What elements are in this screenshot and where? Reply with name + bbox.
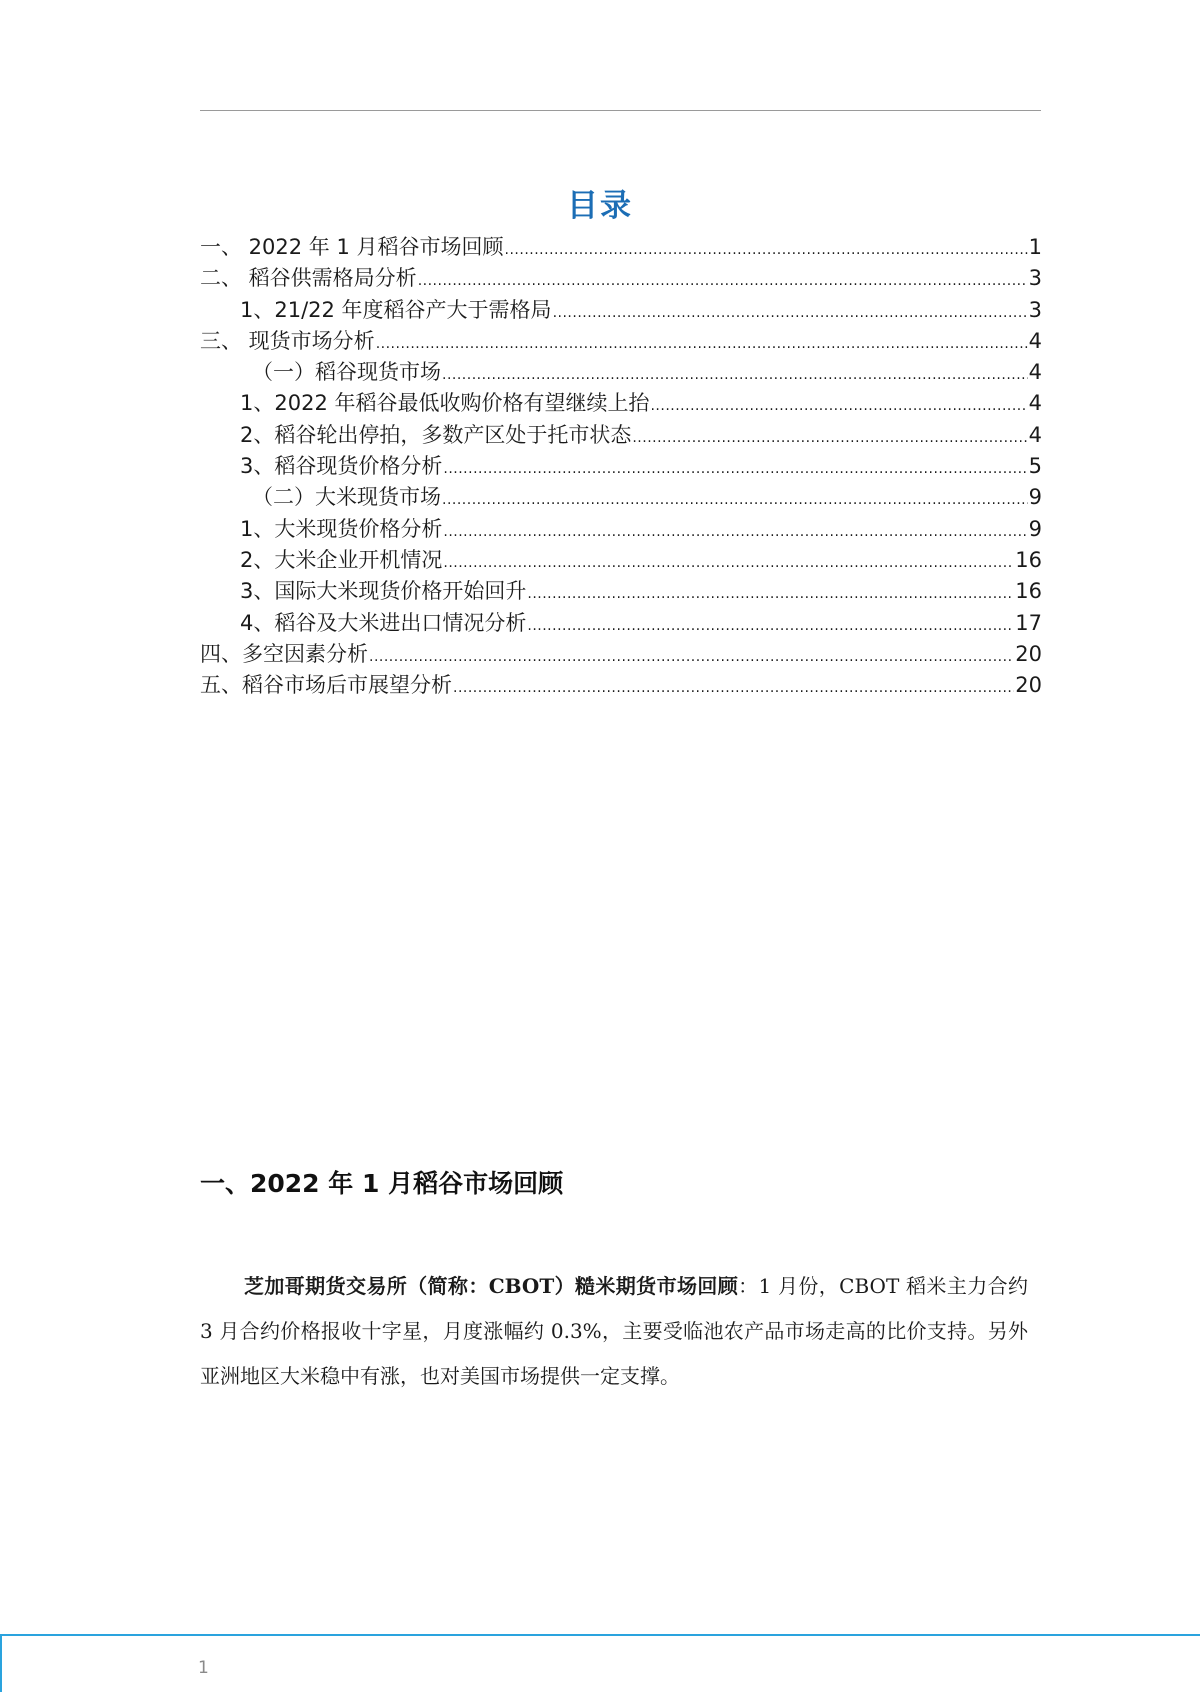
toc-leader-dots: [632, 423, 1027, 454]
toc-leader-dots: [418, 266, 1028, 297]
paragraph-lead: 芝加哥期货交易所（简称：CBOT）糙米期货市场回顾: [244, 1274, 739, 1298]
toc-entry[interactable]: [200, 388, 1042, 419]
toc-leader-dots: [369, 642, 1014, 673]
toc-entry-label: 2、稻谷轮出停拍，多数产区处于托市状态: [240, 422, 632, 447]
toc-leader-dots: [527, 579, 1014, 610]
toc-entry-label: 四、多空因素分析: [200, 641, 368, 666]
toc-leader-dots: [505, 235, 1028, 266]
toc-entry-label: 3、国际大米现货价格开始回升: [240, 579, 527, 604]
toc-leader-dots: [443, 454, 1027, 485]
toc-entry-page: 17: [1015, 610, 1042, 635]
toc-entry-page: 16: [1015, 579, 1042, 604]
toc-leader-dots: [650, 391, 1027, 422]
footer-rule: [0, 1634, 1200, 1636]
toc-entry-label: 一、 2022 年 1 月稻谷市场回顾: [200, 235, 504, 259]
toc-entry-page: 5: [1028, 454, 1042, 479]
toc-entry[interactable]: [200, 420, 1042, 451]
toc-entry[interactable]: [200, 514, 1042, 545]
body-paragraph: [200, 1264, 1028, 1399]
toc-title: 目录: [567, 188, 633, 224]
toc-leader-dots: [376, 329, 1028, 360]
toc-leader-dots: [527, 611, 1014, 642]
toc-entry-label: 三、 现货市场分析: [200, 328, 375, 353]
toc-leader-dots: [443, 548, 1014, 579]
footer-corner-rule: [0, 1634, 2, 1692]
toc-entry-page: 4: [1028, 422, 1042, 447]
toc-leader-dots: [453, 673, 1014, 704]
toc-entry[interactable]: [200, 608, 1042, 639]
toc-leader-dots: [443, 517, 1027, 548]
toc-leader-dots: [442, 360, 1028, 391]
toc-entry[interactable]: [200, 295, 1042, 326]
toc-entry[interactable]: [200, 232, 1042, 263]
toc-entry-label: 二、 稻谷供需格局分析: [200, 266, 417, 291]
toc-entry-page: 3: [1028, 266, 1042, 291]
toc-entry[interactable]: [200, 326, 1042, 357]
toc-entry-label: 五、稻谷市场后市展望分析: [200, 673, 452, 698]
toc-leader-dots: [553, 298, 1028, 329]
toc-entry-label: 3、稻谷现货价格分析: [240, 454, 443, 479]
header-rule: [200, 110, 1041, 111]
toc-entry-page: 4: [1028, 391, 1042, 416]
toc-leader-dots: [442, 485, 1028, 516]
section-heading: 一、2022 年 1 月稻谷市场回顾: [200, 1169, 564, 1198]
toc-entry[interactable]: [200, 451, 1042, 482]
toc-entry-label: 1、2022 年稻谷最低收购价格有望继续上抬: [240, 391, 650, 416]
toc-entry-page: 16: [1015, 547, 1042, 572]
toc-entry-label: 2、大米企业开机情况: [240, 547, 443, 572]
toc-entry[interactable]: [200, 576, 1042, 607]
toc-entry-page: 3: [1028, 297, 1042, 322]
toc-entry-page: 20: [1015, 641, 1042, 666]
toc-entry[interactable]: [200, 545, 1042, 576]
toc-entry-page: 9: [1028, 516, 1042, 541]
toc-entry[interactable]: [200, 357, 1042, 388]
toc-entry-page: 1: [1028, 235, 1042, 259]
toc-entry-label: （二）大米现货市场: [252, 485, 441, 510]
table-of-contents: [200, 232, 1042, 701]
toc-entry-page: 4: [1028, 360, 1042, 385]
toc-entry-page: 4: [1028, 328, 1042, 353]
toc-entry[interactable]: [200, 263, 1042, 294]
toc-entry-page: 9: [1028, 485, 1042, 510]
toc-entry-label: （一）稻谷现货市场: [252, 360, 441, 385]
toc-entry-label: 1、大米现货价格分析: [240, 516, 443, 541]
toc-entry[interactable]: [200, 482, 1042, 513]
toc-entry-label: 4、稻谷及大米进出口情况分析: [240, 610, 527, 635]
toc-entry[interactable]: [200, 639, 1042, 670]
toc-entry[interactable]: [200, 670, 1042, 701]
toc-entry-label: 1、21/22 年度稻谷产大于需格局: [240, 297, 552, 322]
paragraph-text: ：1 月份，CBOT 稻米主力合约 3 月合约价格报收十字星，月度涨幅约 0.3%，主要受临池农产品市场走高的比价支持。另外亚洲地区大米稳中有涨，也对美国市场提供一定支撑。: [200, 1274, 1029, 1388]
toc-entry-page: 20: [1015, 673, 1042, 698]
page-number: 1: [198, 1658, 209, 1678]
